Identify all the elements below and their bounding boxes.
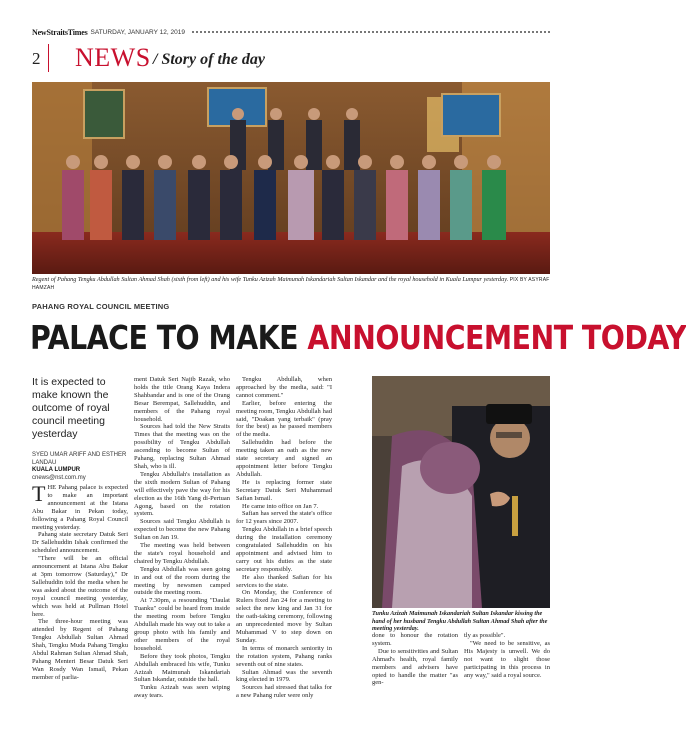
body-column-2 (134, 376, 230, 700)
dateline: SATURDAY, JANUARY 12, 2019 (90, 28, 185, 36)
photo-credit: PIX BY ASYRAF HAMZAH (32, 277, 550, 291)
paragraph: The three-hour meeting was attended by Regent of Pahang Tengku Abdullah Sultan Ahmad Shah, Tengku Muda Pahang Tengku Abdul Rahman Sultan Ahmad Shah, Pahang Menteri Besar Datuk Seri Wan Rosdy Wan Ismail, Pekan member of parlia- (32, 618, 128, 681)
paragraph: He came into office on Jan 7. (242, 502, 319, 510)
side-photo (372, 376, 550, 608)
newspaper-brand: NewStraitsTimes (32, 27, 88, 37)
paragraph: Sallehuddin had before the meeting taken an oath as the new state secretary and signed an appointment letter before Tengku Abdullah. (236, 439, 332, 478)
paragraph: He also thanked Safian for his services to the state. (236, 573, 332, 589)
section-subtitle: / Story of the day (153, 51, 265, 68)
page-number: 2 (32, 49, 41, 68)
paragraph: He is replacing former state Secretary Datuk Seri Muhammad Safian Ismail. (236, 478, 332, 502)
paragraph: Before they took photos, Tengku Abdullah embraced his wife, Tunku Azizah Maimunah Iskandariah Sultan Iskandar, outside the hall. (134, 652, 230, 684)
paragraph: Due to sensitivities and Sultan Ahmad's health, royal family members and advisers have opted to handle the matter "as gen- (372, 647, 458, 687)
paragraph: tly as possible". (464, 632, 506, 639)
byline-email: cnews@nst.com.my (32, 474, 86, 481)
paragraph: The meeting was held between the state's royal household and chaired by Tengku Abdullah. (134, 542, 230, 565)
byline (32, 452, 128, 482)
deck: It is expected to make known the outcome of royal council meeting yesterday (32, 376, 110, 440)
paragraph: Earlier, before entering the meeting room, Tengku Abdullah had said, "Doakan yang terbaik" (pray for the best) as he passed members of the media. (236, 399, 332, 439)
paragraph: THE Pahang palace is expected to make an important announcement at the Istana Abu Bakar in Pekan today, following a Pahang Royal Council meeting yesterday. (32, 481, 128, 531)
headline (30, 318, 686, 357)
paragraph: Tengku Abdullah in a brief speech during the installation ceremony congratulated Sallehuddin on his appointment and advised him to carry out his duties as the state secretary responsibly. (236, 526, 332, 573)
headline-part-2: ANNOUNCEMENT TODAY (307, 318, 686, 357)
paragraph: Tengku Abdullah was seen going in and out of the room during the meeting by newsmen camped outside the meeting room. (134, 565, 230, 597)
masthead (32, 26, 550, 38)
caption-text: Regent of Pahang Tengku Abdullah Sultan Ahmad Shah (sixth from left) and his wife Tunku Azizah Maimunah Iskandariah Sultan Iskandar and the royal household in Kuala Lumpur yesterday. (32, 276, 509, 283)
paragraph: Tengku Abdullah's installation as the sixth modern Sultan of Pahang will effectively pave the way for his election as the 16th Yang di-Pertuan Agong, based on the rotation system. (134, 470, 230, 518)
paragraph: Tengku Abdullah, when approached by the media, said: "I cannot comment." (236, 376, 332, 399)
body-column-5 (464, 632, 550, 679)
paragraph: "We need to be sensitive, as His Majesty is unwell. We do not want to slight those participating in this process in any way," said a royal source. (464, 639, 550, 679)
paragraph: Sultan Ahmad was the seventh king elected in 1979. (236, 668, 332, 684)
paragraph: done to honour the rotation system. (372, 632, 458, 647)
main-photo-caption (32, 276, 550, 292)
paragraph: In terms of monarch seniority in the rotation system, Pahang ranks seventh out of nine states. (236, 644, 332, 668)
section-title: NEWS (75, 43, 151, 72)
paragraph: Sources had told the New Straits Times that the meeting was on the possibility of Tengku Abdullah ascending to become Sultan of Pahang, replacing Sultan Ahmad Shah, who is ill. (134, 423, 230, 470)
byline-location: KUALA LUMPUR (32, 467, 81, 473)
paragraph: ment Datuk Seri Najib Razak, who holds the title Orang Kaya Indera Shahbandar and is one of the Orang Besar Berempat, Sallehuddin, and members of the Pahang royal household. (134, 376, 230, 423)
paragraph: On Monday, the Conference of Rulers fixed Jan 24 for a meeting to select the new king and Jan 31 for the oath-taking ceremony, following an unprecedented move by Sultan Muhammad V to step down on Sunday. (236, 589, 332, 644)
body-column-3 (236, 376, 332, 700)
dotted-rule (191, 29, 550, 35)
byline-names: SYED UMAR ARIFF AND ESTHER LANDAU (32, 452, 127, 466)
paragraph: Sources had stressed that talks for a new Pahang ruler were only (236, 684, 332, 700)
paragraph: Sources said Tengku Abdullah is expected to become the new Pahang Sultan on Jan 19. (134, 518, 230, 542)
body-column-1 (32, 481, 128, 682)
main-photo (32, 82, 550, 274)
headline-part-1: PALACE TO MAKE (30, 318, 299, 357)
side-photo-caption: Tunku Azizah Maimunah Iskandariah Sultan Iskandar kissing the hand of her husband Tengku Abdullah Sultan Ahmad Shah after the meeting yesterday. (372, 610, 548, 633)
paragraph: Pahang state secretary Datuk Seri Dr Sallehuddin Ishak confirmed the scheduled announcement. (32, 531, 128, 555)
paragraph: At 7.30pm, a resounding "Daulat Tuanku" could be heard from inside the meeting room before Tengku Abdullah made his way out to take a group photo with his family and other members of the royal household. (134, 597, 230, 652)
paragraph: Safian has served the state's office for 12 years since 2007. (236, 510, 332, 526)
body-column-4 (372, 632, 458, 687)
paragraph: Tunku Azizah was seen wiping away tears. (134, 684, 230, 700)
paragraph: "There will be an official announcement at Istana Abu Bakar at 3pm tomorrow (Saturday)," Dr Sallehuddin told the media when he was asked about the outcome of the royal council meeting yesterday, which was held at Pullman Hotel here. (32, 555, 128, 618)
section-divider (48, 44, 49, 72)
kicker: PAHANG ROYAL COUNCIL MEETING (32, 302, 170, 311)
